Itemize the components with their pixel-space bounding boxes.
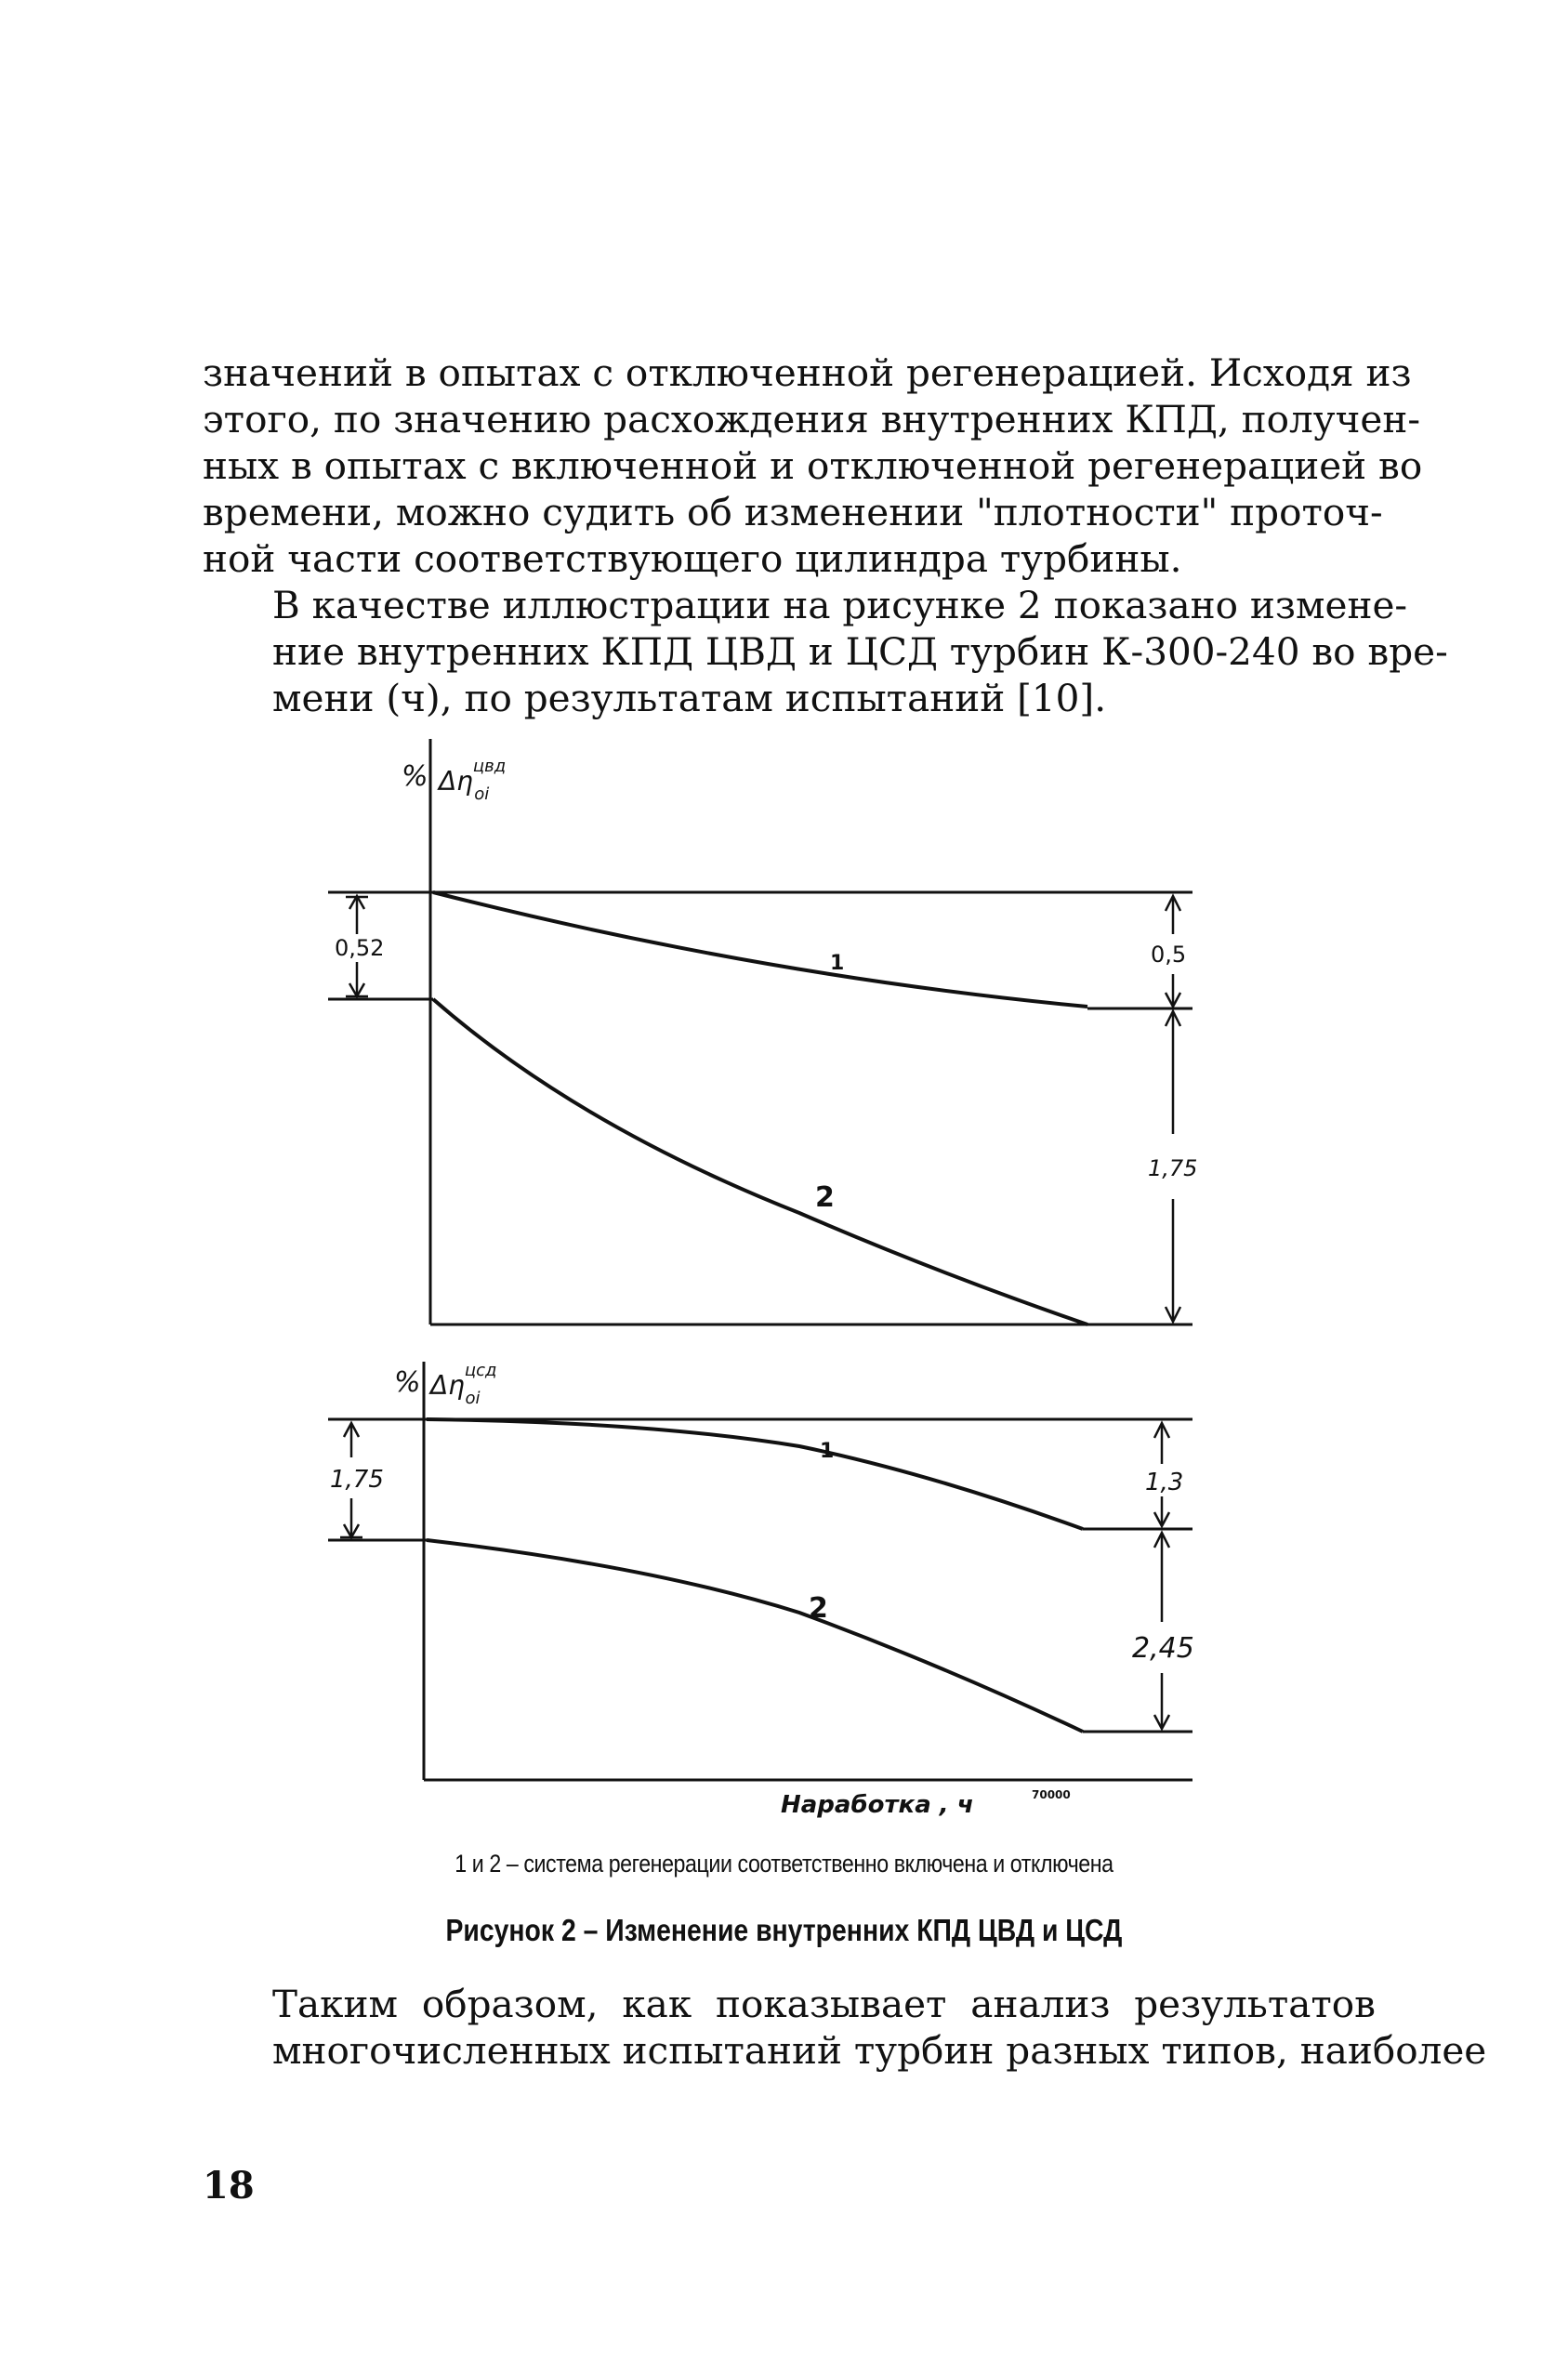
page-number: 18 <box>203 2164 255 2207</box>
top-curve-1-label: 1 <box>830 952 845 975</box>
text-line: ной части соответствующего цилиндра турбины. <box>203 536 1182 581</box>
bottom-right-dim-label-1: 1,3 <box>1145 1469 1184 1496</box>
top-right-dim-label-2: 1,75 <box>1148 1155 1198 1181</box>
bottom-right-dimension-2 <box>1154 1533 1169 1729</box>
bottom-left-dim-label: 1,75 <box>330 1466 384 1494</box>
top-curve-2 <box>433 999 1087 1324</box>
figure-caption: Рисунок 2 – Изменение внутренних КПД ЦВД и ЦСД <box>445 1913 1123 1947</box>
text-line: значений в опытах с отключенной регенерацией. Исходя из <box>203 350 1412 395</box>
bottom-curve-1 <box>427 1419 1083 1529</box>
top-left-dim-label: 0,52 <box>335 935 385 961</box>
text-line: Таким образом, как показывает анализ результатов <box>272 1982 1376 2026</box>
bottom-right-dim-label-2: 2,45 <box>1132 1632 1194 1665</box>
text-line: ние внутренних КПД ЦВД и ЦСД турбин К-300-240 во вре- <box>272 629 1448 674</box>
bottom-curve-2-label: 2 <box>809 1592 828 1625</box>
top-right-dim-label-1: 0,5 <box>1151 942 1187 968</box>
bottom-panel <box>328 1361 1194 1819</box>
x-axis-label: Наработка , ч <box>781 1791 974 1819</box>
top-curve-2-label: 2 <box>815 1181 835 1214</box>
figure-legend-caption: 1 и 2 – система регенерации соответственно включена и отключена <box>455 1850 1113 1878</box>
text-line: В качестве иллюстрации на рисунке 2 показано измене- <box>272 583 1408 627</box>
text-line: многочисленных испытаний турбин разных типов, наиболее <box>272 2028 1487 2073</box>
top-curve-1 <box>433 892 1087 1007</box>
bottom-curve-2 <box>427 1540 1083 1732</box>
top-y-label: $\Delta\eta^{цвд}$ oi <box>439 757 507 804</box>
bottom-unit-label: % <box>394 1366 421 1399</box>
top-unit-label: % <box>402 760 428 793</box>
top-panel <box>328 739 1197 1324</box>
figure-stamp: 70000 <box>1032 1788 1071 1801</box>
text-line: ных в опытах с включенной и отключенной регенерацией во <box>203 443 1423 488</box>
text-line: времени, можно судить об изменении "плотности" проточ- <box>203 490 1383 534</box>
paragraph-3 <box>203 1981 1487 2074</box>
text-line: этого, по значению расхождения внутренних КПД, получен- <box>203 397 1421 441</box>
bottom-curve-1-label: 1 <box>820 1440 835 1463</box>
bottom-y-label: $\Delta\eta^{цсд}$ oi <box>430 1361 497 1408</box>
text-line: мени (ч), по результатам испытаний [10]. <box>272 676 1107 720</box>
